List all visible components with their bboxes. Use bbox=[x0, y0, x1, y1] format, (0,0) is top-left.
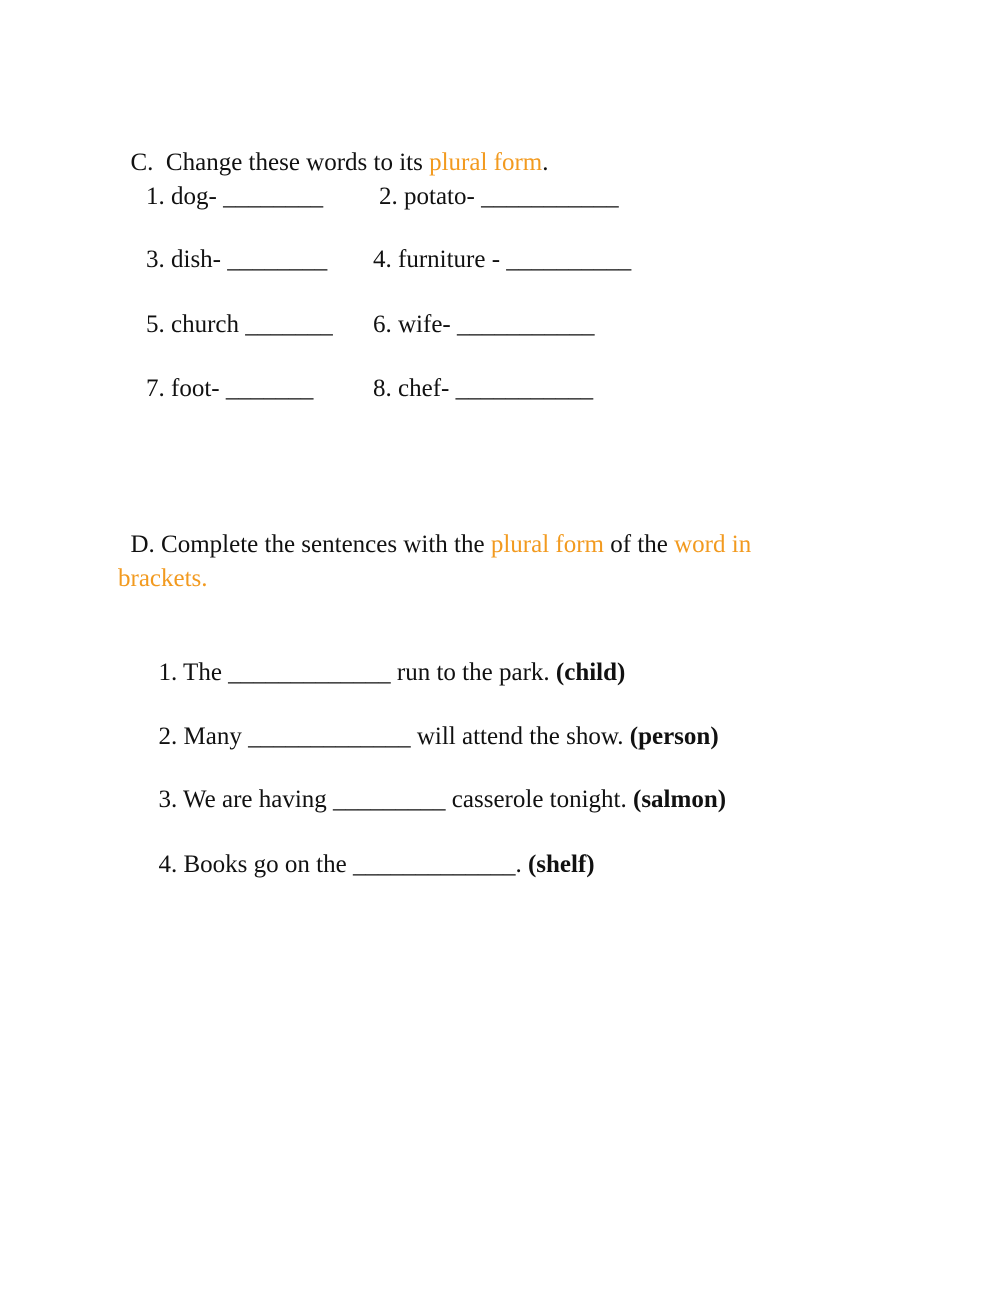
sentence-number: 1. bbox=[158, 659, 178, 686]
section-c-heading bbox=[118, 118, 549, 178]
section-d-sentence-2 bbox=[146, 692, 719, 752]
sentence-number: 4. bbox=[158, 851, 178, 878]
section-d-heading-line-2: brackets. bbox=[118, 565, 208, 592]
section-d-sentence-3 bbox=[146, 755, 726, 815]
sentence-text: The _____________ run to the park. bbox=[177, 659, 556, 686]
section-c-item-2: 2. potato- ___________ bbox=[379, 183, 619, 210]
sentence-bracket-word: (salmon) bbox=[633, 786, 727, 813]
sentence-number: 3. bbox=[158, 786, 178, 813]
sentence-bracket-word: (child) bbox=[555, 659, 626, 686]
sentence-text: Many _____________ will attend the show. bbox=[177, 723, 630, 750]
section-c-heading-prefix: C. Change these words to its bbox=[130, 149, 430, 176]
section-c-heading-highlight: plural form bbox=[429, 149, 543, 176]
section-c-heading-suffix: . bbox=[542, 149, 549, 176]
section-c-item-8: 8. chef- ___________ bbox=[373, 375, 594, 402]
section-d-sentence-4 bbox=[146, 820, 595, 880]
section-d-heading bbox=[118, 500, 751, 560]
sentence-bracket-word: (person) bbox=[629, 723, 719, 750]
section-c-item-4: 4. furniture - __________ bbox=[373, 246, 632, 273]
section-d-heading-highlight-1: plural form bbox=[490, 531, 604, 558]
sentence-text: Books go on the _____________. bbox=[177, 851, 528, 878]
section-d-sentence-1 bbox=[146, 628, 625, 688]
section-c-item-3: 3. dish- ________ bbox=[146, 246, 328, 273]
section-d-heading-prefix: D. Complete the sentences with the bbox=[130, 531, 491, 558]
section-c-item-1: 1. dog- ________ bbox=[146, 183, 324, 210]
sentence-bracket-word: (shelf) bbox=[527, 851, 595, 878]
section-d-heading-middle: of the bbox=[604, 531, 675, 558]
section-d-heading-highlight-2: word in bbox=[674, 531, 752, 558]
sentence-text: We are having _________ casserole tonight. bbox=[177, 786, 633, 813]
sentence-number: 2. bbox=[158, 723, 178, 750]
section-c-item-7: 7. foot- _______ bbox=[146, 375, 314, 402]
section-c-item-5: 5. church _______ bbox=[146, 311, 333, 338]
section-c-item-6: 6. wife- ___________ bbox=[373, 311, 595, 338]
